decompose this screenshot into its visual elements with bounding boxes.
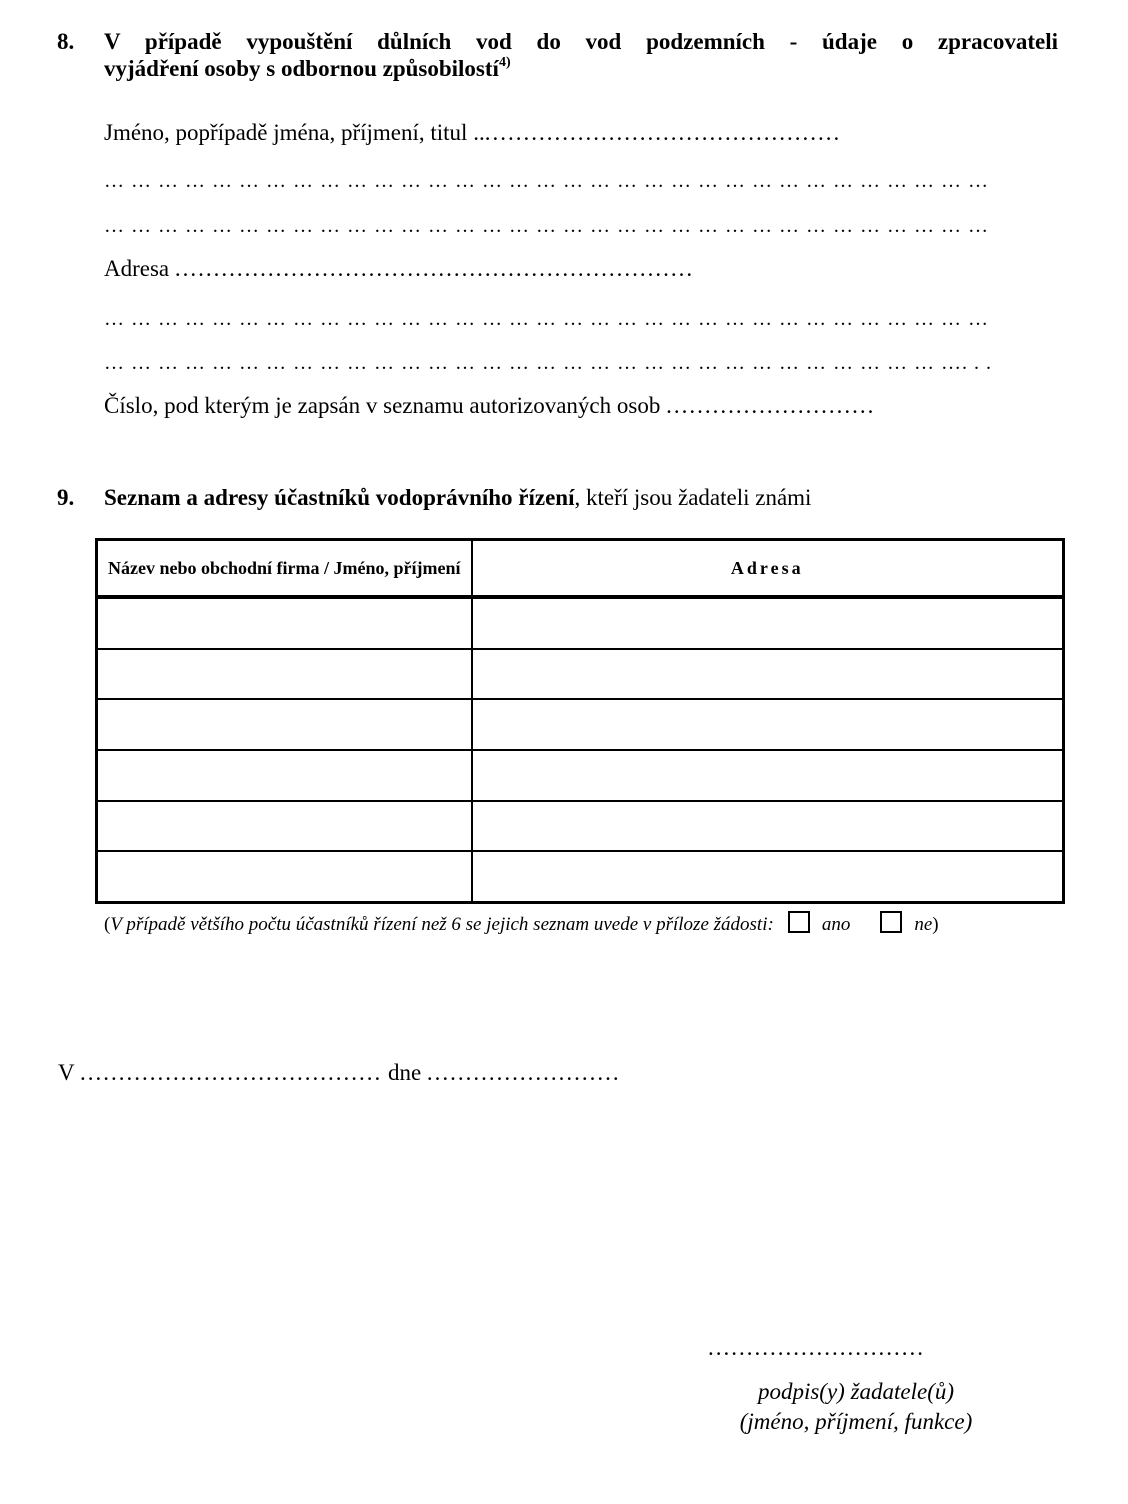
checkbox-no[interactable] xyxy=(880,911,902,933)
date-dots: ......................... xyxy=(426,1060,621,1085)
checkbox-yes[interactable] xyxy=(788,911,810,933)
column-header-address: Adresa xyxy=(472,540,1064,598)
name-field[interactable] xyxy=(104,120,841,146)
registration-number-dots: ........................... xyxy=(666,393,876,418)
table-row xyxy=(97,750,1064,801)
signature-dots[interactable]: ............................ xyxy=(708,1335,925,1360)
column-header-name: Název nebo obchodní firma / Jméno, příjmení xyxy=(97,540,472,598)
section-9-heading-bold: Seznam a adresy účastníků vodoprávního řízení xyxy=(104,485,575,510)
cell-address[interactable] xyxy=(472,699,1064,750)
address-continuation-line-2[interactable]: … … … … … … … … … … … … … … … … … … … … … … … … … … … … … … … …. . . xyxy=(104,352,992,374)
cell-address[interactable] xyxy=(472,750,1064,801)
cell-name[interactable] xyxy=(97,801,472,852)
attachment-note xyxy=(104,911,939,936)
cell-name[interactable] xyxy=(97,597,472,649)
note-close-paren: ) xyxy=(932,914,939,935)
address-field-dots: ................................................................... xyxy=(174,256,695,281)
note-text: V případě většího počtu účastníků řízení než 6 se jejich seznam uvede v příloze žádosti: xyxy=(110,914,774,935)
cell-name[interactable] xyxy=(97,649,472,700)
section-9-heading-rest: , kteří jsou žadateli známi xyxy=(574,485,812,510)
name-continuation-line-2[interactable]: … … … … … … … … … … … … … … … … … … … … … … … … … … … … … … … … … xyxy=(104,215,989,237)
date-label: dne xyxy=(387,1060,422,1085)
signature-caption-line2: (jméno, příjmení, funkce) xyxy=(739,1409,973,1434)
registration-number-label: Číslo, pod kterým je zapsán v seznamu autorizovaných osob xyxy=(104,393,661,418)
registration-number-field[interactable] xyxy=(104,393,875,419)
signature-caption xyxy=(696,1377,1016,1437)
signature-caption-line1: podpis(y) žadatele(ů) xyxy=(757,1379,955,1404)
section-9-number: 9. xyxy=(57,485,75,510)
place-date-line[interactable] xyxy=(58,1060,621,1086)
name-continuation-line-1[interactable]: … … … … … … … … … … … … … … … … … … … … … … … … … … … … … … … … … xyxy=(104,170,989,192)
cell-address[interactable] xyxy=(472,649,1064,700)
place-label: V xyxy=(58,1060,75,1085)
section-8-heading-line2: vyjádření osoby s odbornou způsobilostí xyxy=(104,56,499,81)
cell-name[interactable] xyxy=(97,851,472,902)
name-field-label: Jméno, popřípadě jména, příjmení, titul .. xyxy=(104,120,485,145)
option-yes-label: ano xyxy=(821,914,851,935)
table-header-row xyxy=(97,540,1064,598)
note-open-paren: ( xyxy=(104,914,111,935)
table-row xyxy=(97,597,1064,649)
place-dots: ....................................... xyxy=(79,1060,383,1085)
address-field-label: Adresa xyxy=(104,256,170,281)
cell-address[interactable] xyxy=(472,851,1064,902)
section-8-heading-line1: V případě vypouštění důlních vod do vod podzemních - údaje o zpracovateli xyxy=(104,29,1058,54)
cell-address[interactable] xyxy=(472,801,1064,852)
participants-table xyxy=(95,538,1065,904)
table-row xyxy=(97,801,1064,852)
section-9-heading xyxy=(104,485,811,511)
option-no-label: ne xyxy=(914,914,933,935)
cell-name[interactable] xyxy=(97,699,472,750)
cell-name[interactable] xyxy=(97,750,472,801)
cell-address[interactable] xyxy=(472,597,1064,649)
table-row xyxy=(97,649,1064,700)
address-continuation-line-1[interactable]: … … … … … … … … … … … … … … … … … … … … … … … … … … … … … … … … … xyxy=(104,308,989,330)
address-field[interactable] xyxy=(104,256,694,282)
section-8-number: 8. xyxy=(57,29,75,54)
section-8-heading xyxy=(104,28,1058,82)
table-row xyxy=(97,699,1064,750)
table-row xyxy=(97,851,1064,902)
name-field-dots: .............................................. xyxy=(484,120,842,145)
footnote-ref: 4) xyxy=(498,55,511,70)
